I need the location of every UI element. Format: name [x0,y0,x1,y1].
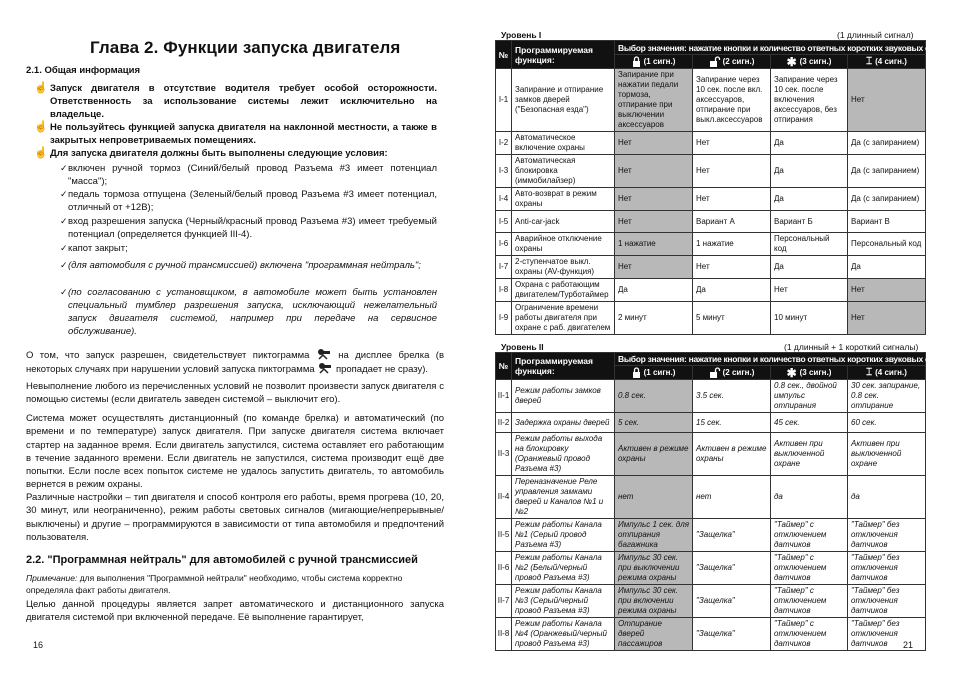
signal-2-header: (2 сигн.) [693,366,771,380]
signal-3-header: ✱ (3 сигн.) [771,55,848,69]
row-number: II-5 [496,519,512,552]
row-number: II-4 [496,476,512,519]
lock-open-icon [709,367,720,378]
row-value-2: "Защелка" [693,618,771,651]
row-value-3: 10 минут [771,302,848,335]
row-number: II-6 [496,552,512,585]
signal-1-header: (1 сигн.) [615,366,693,380]
table-row [496,69,926,132]
trunk-icon: ⌶ [866,366,873,378]
row-value-1: нет [615,476,693,519]
row-number: II-1 [496,380,512,413]
row-value-2: Нет [693,256,771,279]
condition-item: ✓ педаль тормоза отпущена (Зеленый/белый провод Разъема #3 имеет потенциал, отличный от +12В); [60,189,437,213]
condition-item: ✓ (для автомобиля с ручной трансмиссией) включена "программная нейтраль"; [60,260,421,271]
row-value-1: Нет [615,256,693,279]
row-value-2: Вариант А [693,211,771,233]
row-value-2: 5 минут [693,302,771,335]
signal-2-header: (2 сигн.) [693,55,771,69]
table-row [496,519,926,552]
row-value-3: Да [771,188,848,211]
check-icon: ✓ [60,287,68,297]
check-icon: ✓ [60,163,68,173]
row-value-1: Импульс 1 сек. для отпирания багажника [615,519,693,552]
signal-4-header: ⌶ (4 сигн.) [848,366,926,380]
row-number: II-8 [496,618,512,651]
hand-pointer-icon: ☝ [34,147,48,159]
row-value-1: Импульс 30 сек. при включении режима охраны [615,585,693,618]
table-row [496,233,926,256]
row-value-1: Запирание при нажатии педали тормоза, отпирание при выключении аксессуаров [615,69,693,132]
table-row [496,433,926,476]
paragraph-conditions-failure: Невыполнение любого из перечисленных условий не позволит произвести запуск двигателя с помощью системы (если двигатель заведен системой – выключит его). [26,381,444,406]
row-number: II-3 [496,433,512,476]
row-value-4: Активен при выключенной охране [848,433,926,476]
level1-table [495,40,962,335]
row-function: Охрана с работающим двигателем/Турботаймер [512,279,615,302]
row-value-3: Да [771,155,848,188]
engine-start-pictogram-icon [316,348,332,360]
row-value-4: 60 сек. [848,413,926,433]
chapter-title: Глава 2. Функции запуска двигателя [90,38,401,57]
table-row [496,618,926,651]
col-function-header: Программируемая функция: [512,353,615,380]
table-row [496,302,926,335]
row-value-3: "Таймер" с отключением датчиков [771,552,848,585]
lock-closed-icon [632,56,641,67]
hand-pointer-icon: ☝ [34,121,48,133]
row-number: I-1 [496,69,512,132]
row-value-4: "Таймер" без отключения датчиков [848,585,926,618]
row-function: Anti-car-jack [512,211,615,233]
row-value-4: Нет [848,279,926,302]
row-value-1: Отпирание дверей пассажиров [615,618,693,651]
row-value-4: Вариант В [848,211,926,233]
col-choice-header: Выбор значения: нажатие кнопки и количество ответных коротких звуковых сигналов [615,353,926,366]
row-value-1: 0.8 сек. [615,380,693,413]
row-number: II-2 [496,413,512,433]
row-value-2: Активен в режиме охраны [693,433,771,476]
row-value-3: 0.8 сек., двойной импульс отпирания [771,380,848,413]
paragraph-start-modes: Система может осуществлять дистанционный (по команде брелка) и автоматический (по времени и по температуре) запуск двигателя. При запуске двигателя система включает стартер на заданное время. Если двигатель запустился, система оставляет его работающим в течение заданного времени. Если двигатель не запустился, система производит ещё две попытки. Если после всех попыток системе не удалось запустить двигатель, то автомобиль вернется в режим охраны. [26,413,444,491]
table-row [496,585,926,618]
table-row [496,552,926,585]
hand-pointer-icon: ☝ [34,82,48,94]
row-value-2: нет [693,476,771,519]
row-value-3: Да [771,256,848,279]
level1-signal: (1 длинный сигнал) [837,30,914,40]
row-value-4: Персональный код [848,233,926,256]
row-value-1: Активен в режиме охраны [615,433,693,476]
level2-table [495,352,962,651]
check-icon: ✓ [60,243,68,253]
row-value-1: 1 нажатие [615,233,693,256]
row-value-4: Нет [848,302,926,335]
table-row [496,211,926,233]
row-function: 2-ступенчатое выкл. охраны (AV-функция) [512,256,615,279]
row-number: I-4 [496,188,512,211]
col-number-header: № [496,353,512,380]
row-function: Режим работы замков дверей [512,380,615,413]
row-value-4: 30 сек. запирание, 0.8 сек. отпирание [848,380,926,413]
table-row [496,476,926,519]
row-number: I-3 [496,155,512,188]
row-number: I-2 [496,132,512,155]
row-function: Автоматическое включение охраны [512,132,615,155]
row-value-1: Нет [615,188,693,211]
row-value-3: "Таймер" с отключением датчиков [771,519,848,552]
row-function: Переназначение Реле управления замками дверей и Каналов №1 и №2 [512,476,615,519]
row-value-4: Да (с запиранием) [848,132,926,155]
row-function: Ограничение времени работы двигателя при охране с раб. двигателем [512,302,615,335]
lock-open-icon [709,56,720,67]
signal-1-header: (1 сигн.) [615,55,693,69]
row-number: II-7 [496,585,512,618]
row-function: Режим работы Канала №4 (Оранжевый/черный провод Разъема #3) [512,618,615,651]
row-function: Аварийное отключение охраны [512,233,615,256]
row-number: I-5 [496,211,512,233]
col-number-header: № [496,41,512,69]
warning-3: ☝ Для запуска двигателя должны быть выполнены следующие условия: [34,147,388,159]
row-value-3: "Таймер" с отключением датчиков [771,585,848,618]
row-value-1: 5 сек. [615,413,693,433]
level2-signal: (1 длинный + 1 короткий сигналы) [784,342,919,352]
row-value-4: Да (с запиранием) [848,188,926,211]
row-value-3: Активен при выключенной охране [771,433,848,476]
row-value-3: да [771,476,848,519]
row-value-4: Да (с запиранием) [848,155,926,188]
condition-item: ✓ включен ручной тормоз (Синий/белый провод Разъема #3 имеет потенциал "масса"); [60,163,437,187]
row-value-2: 3.5 сек. [693,380,771,413]
right-page [477,0,962,675]
row-value-3: Нет [771,279,848,302]
row-value-2: 15 сек. [693,413,771,433]
condition-item: ✓ вход разрешения запуска (Черный/красный провод Разъема #3) имеет требуемый потенциал (определяется функцией III-4). [60,216,437,240]
row-value-4: "Таймер" без отключения датчиков [848,519,926,552]
row-value-2: 1 нажатие [693,233,771,256]
row-value-4: Нет [848,69,926,132]
paragraph-start-allowed: О том, что запуск разрешен, свидетельствует пиктограмма на дисплее брелка (в некоторых случаях при нарушении условий запуска пиктограмма пропадает не сразу). [26,350,444,376]
row-value-4: да [848,476,926,519]
table-row [496,413,926,433]
row-value-4: "Таймер" без отключения датчиков [848,618,926,651]
row-number: I-7 [496,256,512,279]
row-value-3: Персональный код [771,233,848,256]
row-value-3: 45 сек. [771,413,848,433]
table-row [496,132,926,155]
row-value-3: Запирание через 10 сек. после включения аксессуаров, без отпирания [771,69,848,132]
row-function: Режим работы Канала №2 (Белый/черный провод Разъема #3) [512,552,615,585]
col-function-header: Программируемая функция: [512,41,615,69]
row-function: Задержка охраны дверей [512,413,615,433]
signal-3-header: ✱ (3 сигн.) [771,366,848,380]
row-function: Авто-возврат в режим охраны [512,188,615,211]
row-value-2: Нет [693,155,771,188]
row-value-2: "Защелка" [693,585,771,618]
table-row [496,256,926,279]
row-function: Запирание и отпирание замков дверей ("Безопасная езда") [512,69,615,132]
row-value-2: Запирание через 10 сек. после вкл. аксессуаров, отпирание при выкл.аксессуаров [693,69,771,132]
warning-2: ☝ Не пользуйтесь функцией запуска двигателя на наклонной местности, а также в закрытых непроветриваемых помещениях. [34,121,437,146]
check-icon: ✓ [60,216,68,226]
row-value-1: Импульс 30 сек. при выключении режима охраны [615,552,693,585]
page-number-right: 21 [903,640,914,650]
page-number-left: 16 [33,640,44,650]
row-value-1: Нет [615,211,693,233]
table-row [496,380,926,413]
row-value-2: Нет [693,132,771,155]
table-row [496,279,926,302]
row-value-3: "Таймер" с отключением датчиков [771,618,848,651]
row-value-2: "Защелка" [693,519,771,552]
condition-item: ✓ капот закрыт; [60,243,128,254]
paragraph-purpose: Целью данной процедуры является запрет автоматического и дистанционного запуска двигателя системой при включенной передаче. Её выполнение гарантирует, [26,599,444,624]
row-number: I-6 [496,233,512,256]
row-value-2: Нет [693,188,771,211]
row-function: Режим работы Канала №1 (Серый провод Разъема #3) [512,519,615,552]
table-row [496,188,926,211]
row-function: Автоматическая блокировка (иммобилайзер) [512,155,615,188]
row-value-1: 2 минут [615,302,693,335]
row-value-2: "Защелка" [693,552,771,585]
row-value-1: Нет [615,132,693,155]
check-icon: ✓ [60,260,68,270]
engine-start-pictogram-icon [317,362,333,374]
row-number: I-9 [496,302,512,335]
check-icon: ✓ [60,189,68,199]
row-value-4: Да [848,256,926,279]
lock-closed-icon [632,367,641,378]
paragraph-settings: Различные настройки – тип двигателя и способ контроля его работы, время прогрева (10, 20, 30 минут, или неограниченно), режим работы световых сигналов (мигающие/непрерывные/выключены) и другие – программируются в зависимости от типа автомобиля и предпочтений пользователя. [26,492,444,543]
table-row [496,155,926,188]
section-heading-general: 2.1. Общая информация [26,65,140,76]
asterisk-icon: ✱ [786,365,797,380]
row-value-2: Да [693,279,771,302]
asterisk-icon: ✱ [786,54,797,69]
left-page [0,0,477,675]
row-value-1: Да [615,279,693,302]
warning-1: ☝ Запуск двигателя в отсутствие водителя требует особой осторожности. Ответственность за использование системы лежит исключительно на владельце. [34,82,437,120]
row-value-4: "Таймер" без отключения датчиков [848,552,926,585]
row-value-3: Да [771,132,848,155]
condition-item: ✓ (по согласованию с установщиком, в автомобиле может быть установлен специальный тумблер разрешения запуска, исключающий нежелательный запуск двигателя системой, например при передаче на сервисное обслуживание). [60,287,437,337]
col-choice-header: Выбор значения: нажатие кнопки и количество ответных коротких звуковых сигналов [615,41,926,55]
section-heading-neutral: 2.2. "Программная нейтраль" для автомобилей с ручной трансмиссией [26,554,418,566]
note: Примечание: для выполнения "Программной нейтрали" необходимо, чтобы система корректно определяла факт работы двигателя. [26,573,403,595]
trunk-icon: ⌶ [866,55,873,67]
row-value-1: Нет [615,155,693,188]
row-function: Режим работы выхода на блокировку (Оранжевый провод Разъема #3) [512,433,615,476]
row-function: Режим работы Канала №3 (Серый/черный провод Разъема #3) [512,585,615,618]
row-number: I-8 [496,279,512,302]
level1-title: Уровень I [501,30,542,40]
signal-4-header: ⌶ (4 сигн.) [848,55,926,69]
level2-title: Уровень II [501,342,544,352]
row-value-3: Вариант Б [771,211,848,233]
